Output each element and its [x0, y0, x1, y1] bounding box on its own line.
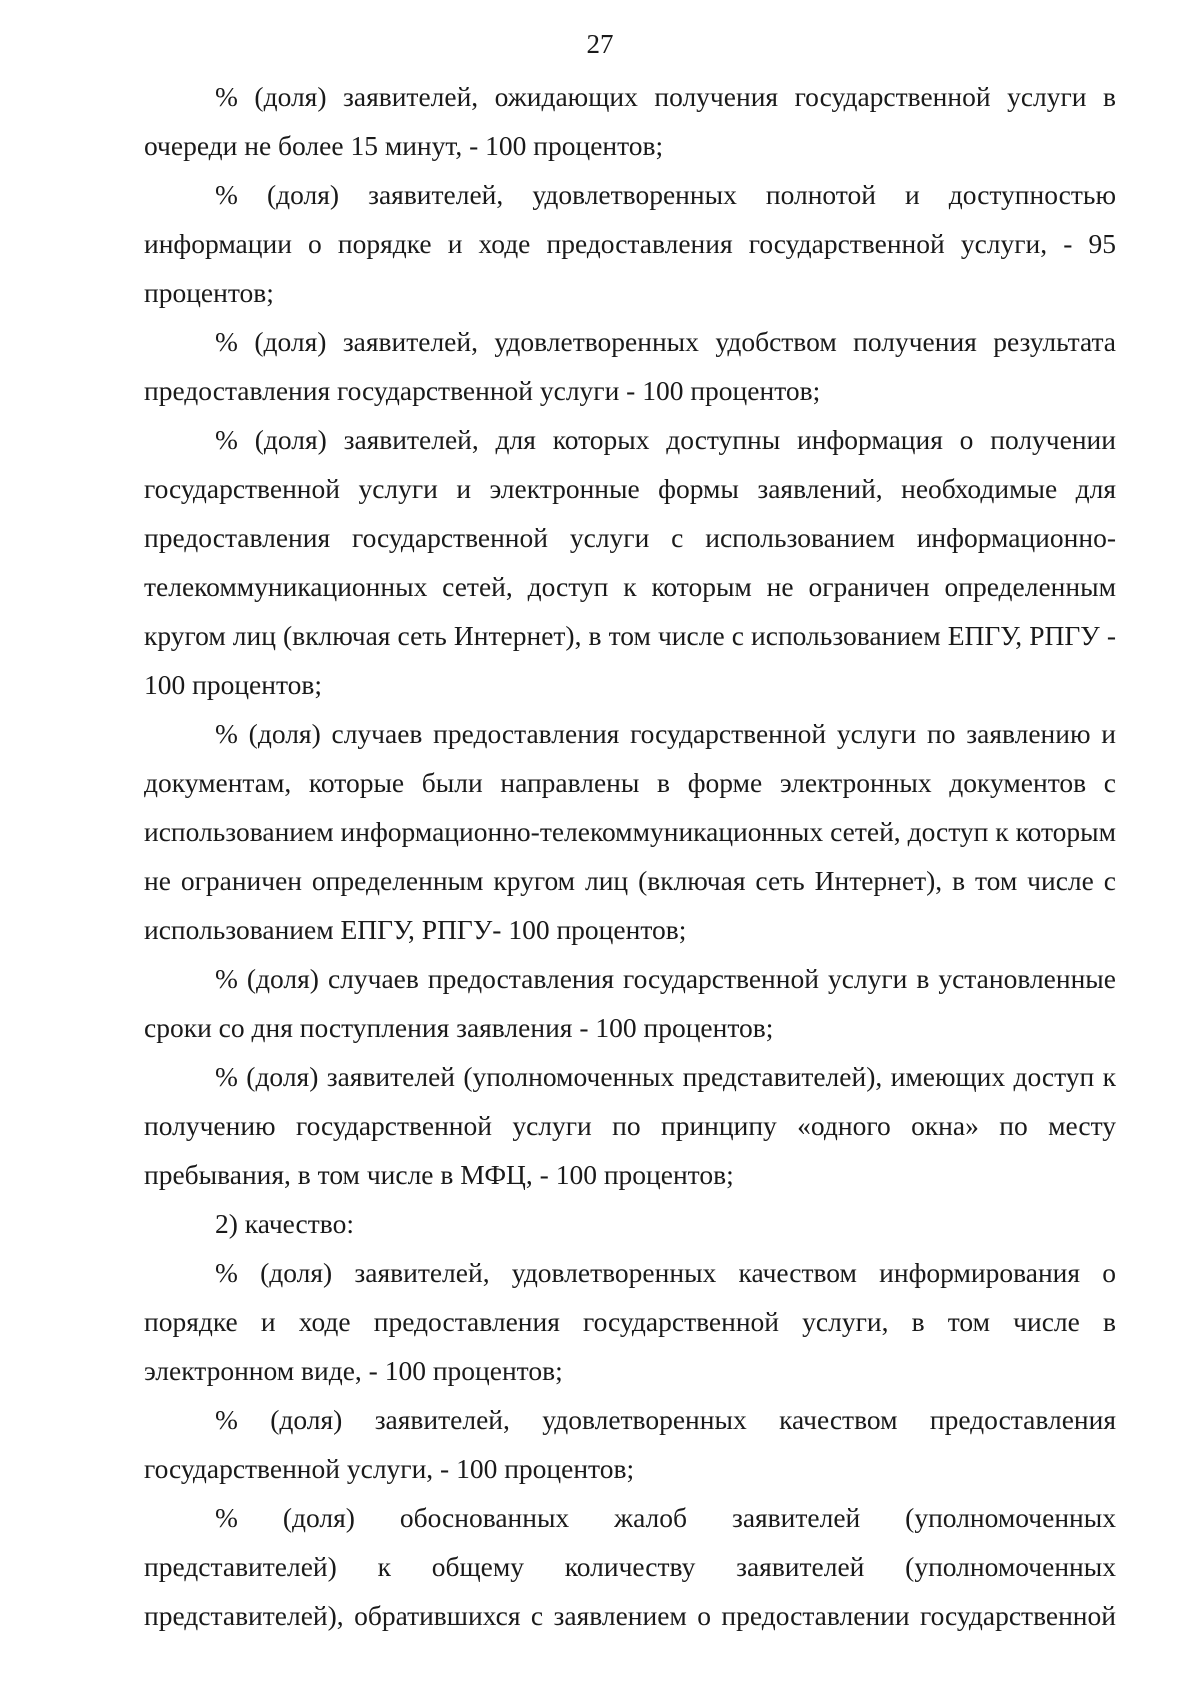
document-body	[144, 72, 1116, 1640]
section-heading-quality: 2) качество:	[215, 1208, 354, 1239]
page-number: 27	[586, 29, 614, 59]
paragraph-informing-quality: % (доля) заявителей, удовлетворенных качеством информирования о порядке и ходе предоставления государственной услуги, в том числе в электронном виде, - 100 процентов;	[144, 1257, 1116, 1386]
paragraph-electronic-forms-access: % (доля) заявителей, для которых доступны информация о получении государственной услуги и электронные формы заявлений, необходимые для предоставления государственной услуги с использованием информационно-телекоммуникационных сетей, доступ к которым не ограничен определенным кругом лиц (включая сеть Интернет), в том числе с использованием ЕПГУ, РПГУ - 100 процентов;	[144, 424, 1116, 700]
paragraph-information-satisfaction: % (доля) заявителей, удовлетворенных полнотой и доступностью информации о порядке и ходе предоставления государственной услуги, - 95 процентов;	[144, 179, 1116, 308]
paragraph-result-convenience: % (доля) заявителей, удовлетворенных удобством получения результата предоставления государственной услуги - 100 процентов;	[144, 326, 1116, 406]
paragraph-service-quality: % (доля) заявителей, удовлетворенных качеством предоставления государственной услуги, - 100 процентов;	[144, 1404, 1116, 1484]
paragraph-waiting-queue: % (доля) заявителей, ожидающих получения государственной услуги в очереди не более 15 минут, - 100 процентов;	[144, 81, 1116, 161]
paragraph-one-window-access: % (доля) заявителей (уполномоченных представителей), имеющих доступ к получению государственной услуги по принципу «одного окна» по месту пребывания, в том числе в МФЦ, - 100 процентов;	[144, 1061, 1116, 1190]
paragraph-electronic-submission: % (доля) случаев предоставления государственной услуги по заявлению и документам, которые были направлены в форме электронных документов с использованием информационно-телекоммуникационных сетей, доступ к которым не ограничен определенным кругом лиц (включая сеть Интернет), в том числе с использованием ЕПГУ, РПГУ- 100 процентов;	[144, 718, 1116, 945]
paragraph-justified-complaints: % (доля) обоснованных жалоб заявителей (уполномоченных представителей) к общему количеству заявителей (уполномоченных представителей), обратившихся с заявлением о предоставлении государственной	[144, 1502, 1116, 1631]
paragraph-deadline-compliance: % (доля) случаев предоставления государственной услуги в установленные сроки со дня поступления заявления - 100 процентов;	[144, 963, 1116, 1043]
